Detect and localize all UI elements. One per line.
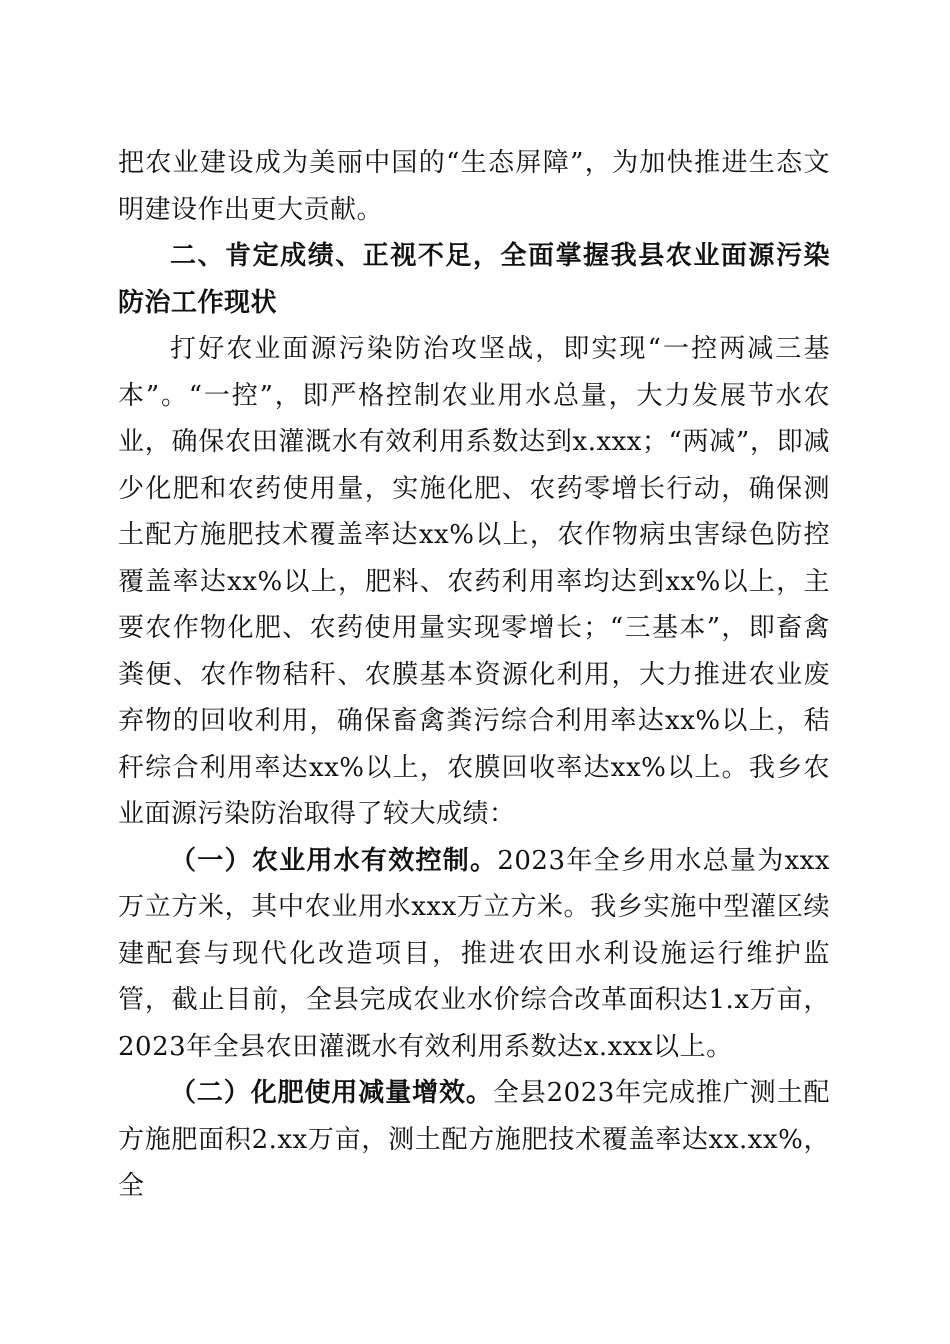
paragraph-4-body: 全县2023年完成推广测土配方施肥面积2.xx万亩，测土配方施肥技术覆盖率达xx.xx%，全 [118,1078,830,1201]
paragraph-3 [118,838,830,1071]
paragraph-2: 打好农业面源污染防治攻坚战，即实现“一控两减三基本”。“一控”，即严格控制农业用水总量，大力发展节水农业，确保农田灌溉水有效利用系数达到x.xxx；“两减”，即减少化肥和农药使用量，实施化肥、农药零增长行动，确保测土配方施肥技术覆盖率达xx%以上，农作物病虫害绿色防控覆盖率达xx%以上，肥料、农药利用率均达到xx%以上，主要农作物化肥、农药使用量实现零增长；“三基本”，即畜禽粪便、农作物秸秆、农膜基本资源化利用，大力推进农业废弃物的回收利用，确保畜禽粪污综合利用率达xx%以上，秸秆综合利用率达xx%以上，农膜回收率达xx%以上。我乡农业面源污染防治取得了较大成绩： [118,334,830,829]
subsection-title-1: （一）农业用水有效控制。 [170,845,498,876]
paragraph-1: 把农业建设成为美丽中国的“生态屏障”，为加快推进生态文明建设作出更大贡献。 [118,148,830,225]
paragraph-3-body: 2023年全乡用水总量为xxx万立方米，其中农业用水xxx万立方米。我乡实施中型灌区续建配套与现代化改造项目，推进农田水利设施运行维护监管，截止目前，全县完成农业水价综合改革面积达1.x万亩，2023年全县农田灌溉水有效利用系数达x.xxx以上。 [118,845,830,1062]
section-heading-2: 二、肯定成绩、正视不足，全面掌握我县农业面源污染防治工作现状 [118,241,830,318]
paragraph-4 [118,1070,830,1210]
subsection-title-2: （二）化肥使用减量增效。 [170,1078,493,1108]
document-body [118,140,830,1210]
